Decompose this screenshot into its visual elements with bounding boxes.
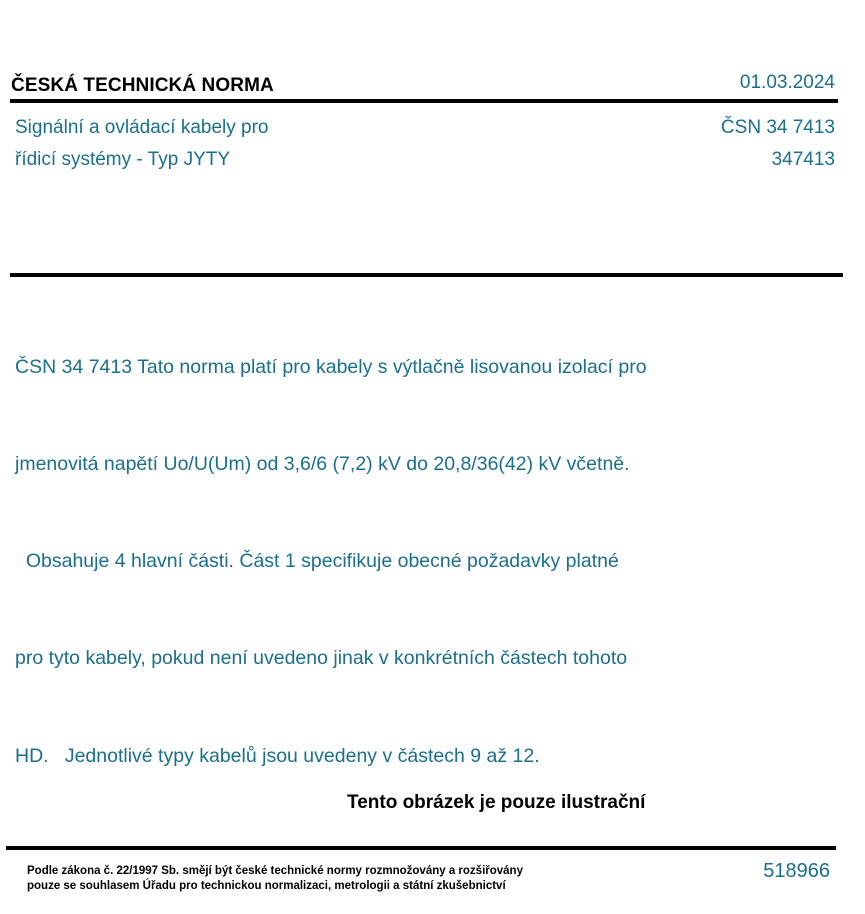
abstract-line: jmenovitá napětí Uo/U(Um) od 3,6/6 (7,2) kV do 20,8/36(42) kV včetně. <box>15 453 630 476</box>
standard-title-line1: Signální a ovládací kabely pro <box>15 117 269 138</box>
abstract-line: ČSN 34 7413 Tato norma platí pro kabely s výtlačně lisovanou izolací pro <box>15 355 647 378</box>
abstract-line: HD. Jednotlivé typy kabelů jsou uvedeny v částech 9 až 12. <box>15 744 540 767</box>
classification-number: 347413 <box>771 149 835 170</box>
copyright-notice <box>27 864 523 894</box>
abstract-text <box>15 286 735 805</box>
abstract-line: Obsahuje 4 hlavní části. Část 1 specifikuje obecné požadavky platné <box>15 550 619 573</box>
middle-divider <box>10 273 843 277</box>
effective-date: 01.03.2024 <box>739 72 835 93</box>
illustration-disclaimer: Tento obrázek je pouze ilustrační <box>347 792 646 813</box>
abstract-line: pro tyto kabely, pokud není uvedeno jinak v konkrétních částech tohoto <box>15 647 628 670</box>
copyright-line: Podle zákona č. 22/1997 Sb. smějí být české technické normy rozmnožovány a rozšiřovány <box>27 865 523 877</box>
footer-divider <box>6 846 836 850</box>
standard-code: ČSN 34 7413 <box>720 117 835 138</box>
document-heading: ČESKÁ TECHNICKÁ NORMA <box>11 75 274 96</box>
standard-title-line2: řídicí systémy - Typ JYTY <box>15 149 231 170</box>
copyright-line: pouze se souhlasem Úřadu pro technickou normalizaci, metrologii a státní zkušebnictví <box>27 880 506 892</box>
top-divider <box>10 99 838 103</box>
order-number: 518966 <box>763 860 830 882</box>
